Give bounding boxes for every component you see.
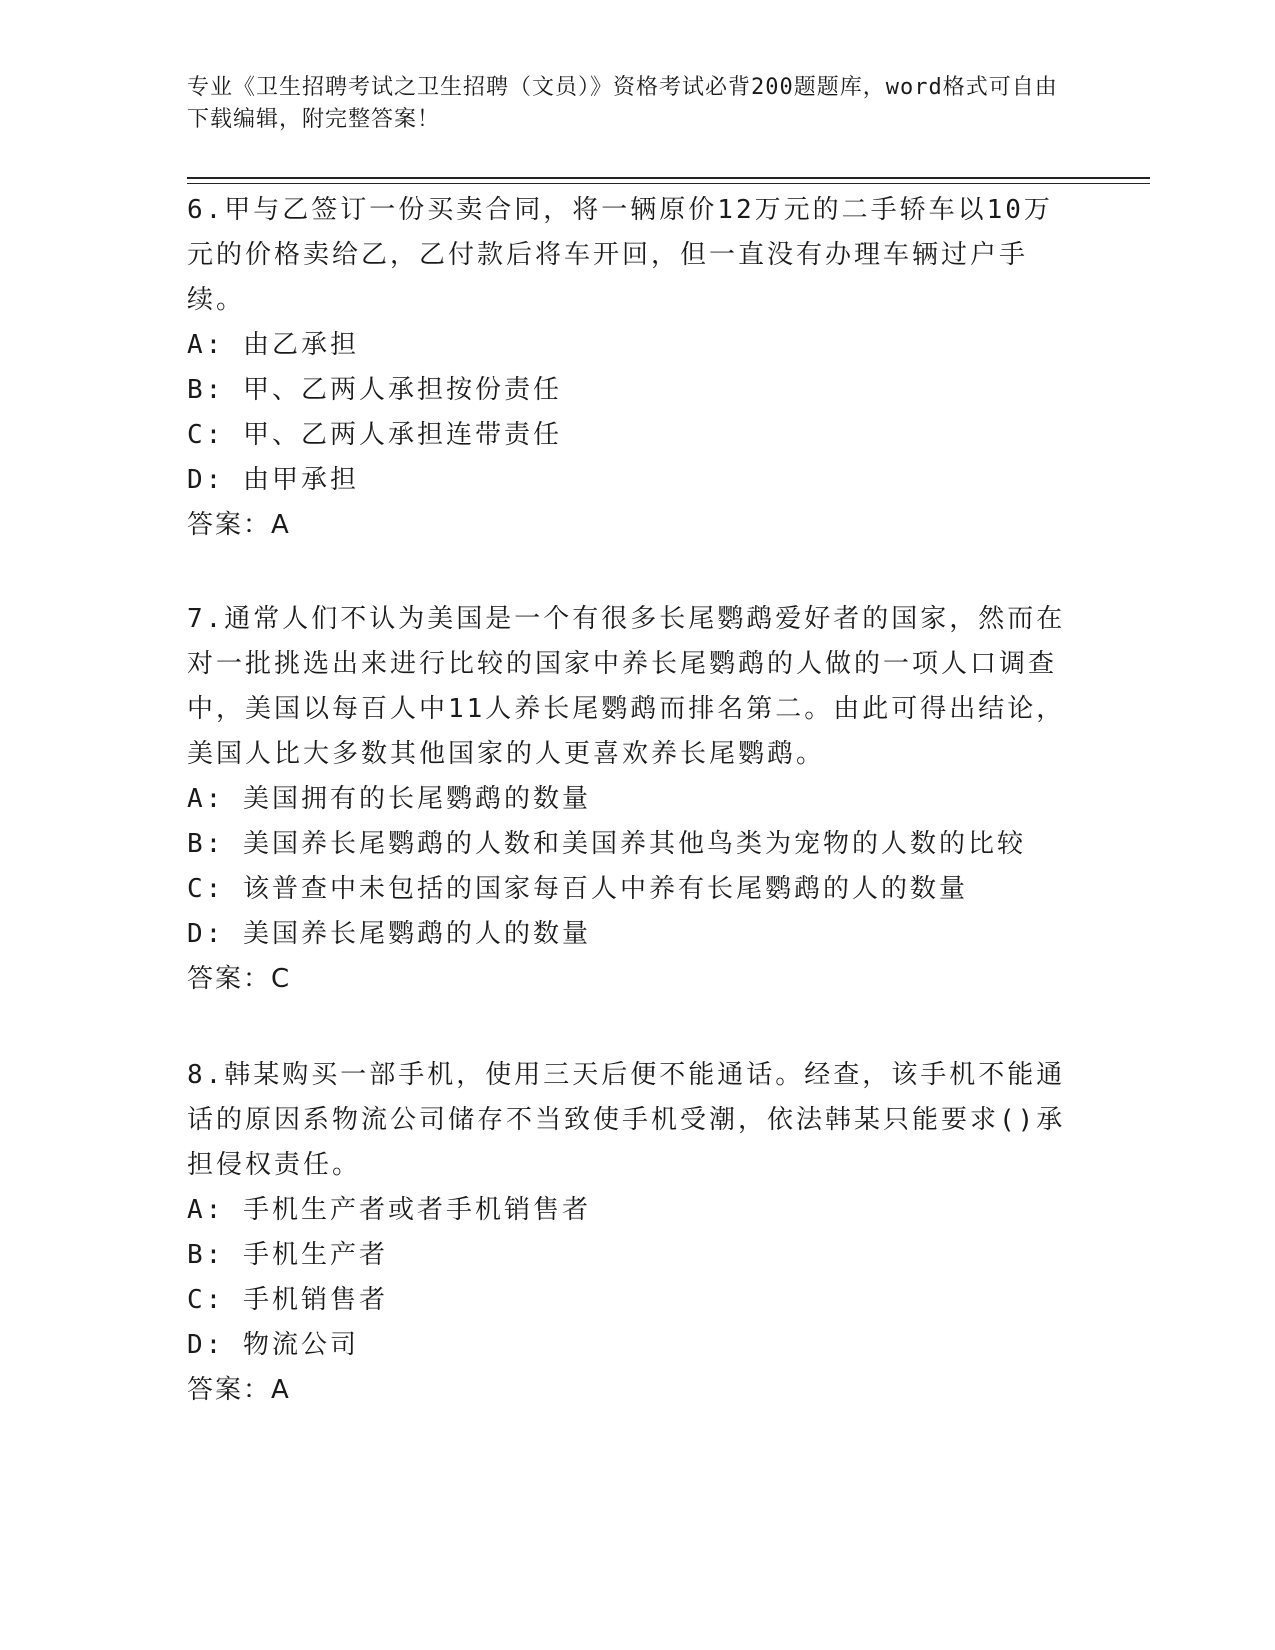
option-b: B: 美国养长尾鹦鹉的人数和美国养其他鸟类为宠物的人数的比较 xyxy=(187,829,1026,859)
header-divider-thin xyxy=(187,183,1150,184)
option-b: B: 手机生产者 xyxy=(187,1240,388,1270)
option-d: D: 美国养长尾鹦鹉的人的数量 xyxy=(187,919,591,949)
document-header: 专业《卫生招聘考试之卫生招聘（文员）》资格考试必背200题题库，word格式可自由下载编辑，附完整答案！ xyxy=(187,75,1058,132)
question-6 xyxy=(187,188,1067,548)
question-stem: 6.甲与乙签订一份买卖合同，将一辆原价12万元的二手轿车以10万元的价格卖给乙，乙付款后将车开回，但一直没有办理车辆过户手续。 xyxy=(187,195,1053,315)
option-a: A: 美国拥有的长尾鹦鹉的数量 xyxy=(187,784,591,814)
question-7 xyxy=(187,597,1067,1002)
option-d: D: 物流公司 xyxy=(187,1330,359,1360)
question-stem: 7.通常人们不认为美国是一个有很多长尾鹦鹉爱好者的国家，然而在对一批挑选出来进行比较的国家中养长尾鹦鹉的人做的一项人口调查中，美国以每百人中11人养长尾鹦鹉而排名第二。由此可得出结论，美国人比大多数其他国家的人更喜欢养长尾鹦鹉。 xyxy=(187,604,1066,769)
option-c: C: 该普查中未包括的国家每百人中养有长尾鹦鹉的人的数量 xyxy=(187,874,968,904)
answer: 答案：C xyxy=(187,964,292,994)
option-a: A: 由乙承担 xyxy=(187,330,359,360)
question-8 xyxy=(187,1053,1067,1413)
option-d: D: 由甲承担 xyxy=(187,465,359,495)
question-stem: 8.韩某购买一部手机，使用三天后便不能通话。经查，该手机不能通话的原因系物流公司储存不当致使手机受潮，依法韩某只能要求()承担侵权责任。 xyxy=(187,1060,1066,1180)
option-a: A: 手机生产者或者手机销售者 xyxy=(187,1195,591,1225)
answer: 答案：A xyxy=(187,510,291,540)
answer: 答案：A xyxy=(187,1375,291,1405)
option-c: C: 甲、乙两人承担连带责任 xyxy=(187,420,562,450)
option-c: C: 手机销售者 xyxy=(187,1285,388,1315)
option-b: B: 甲、乙两人承担按份责任 xyxy=(187,375,562,405)
header-divider-thick xyxy=(187,177,1150,179)
